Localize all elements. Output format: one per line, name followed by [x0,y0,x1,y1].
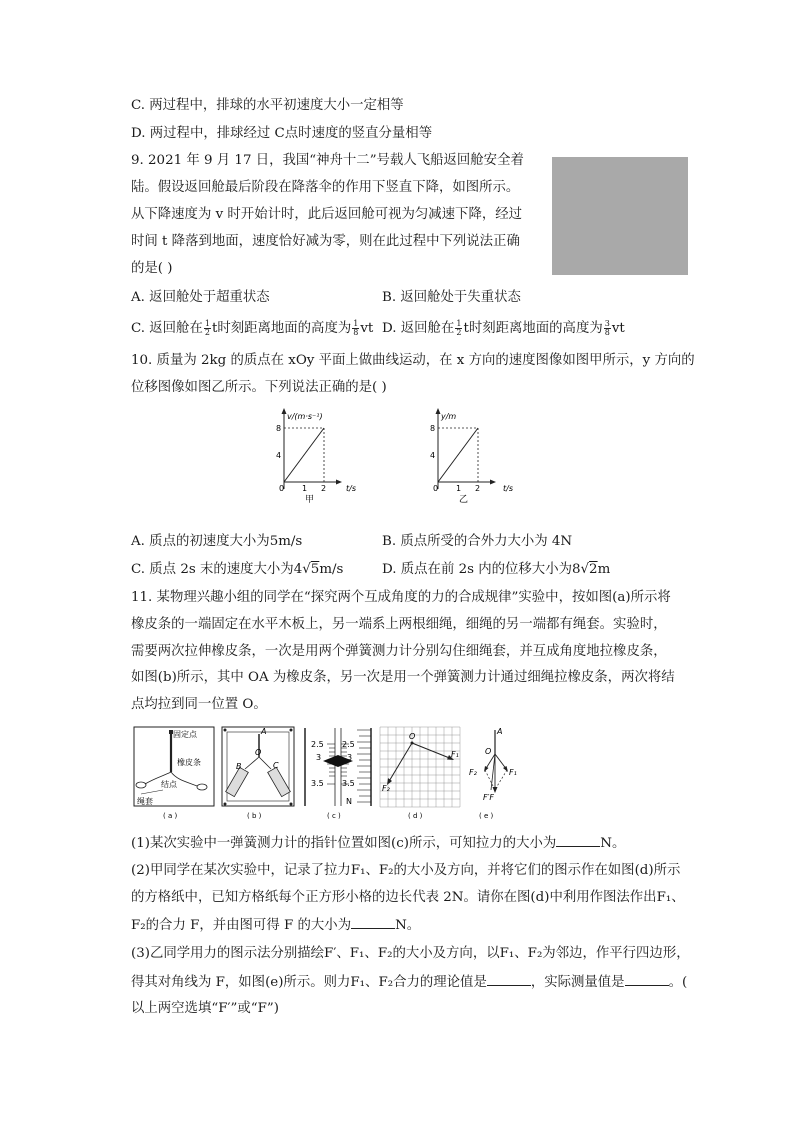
fig-b-B: B [236,762,242,771]
graph-jia-caption: 甲 [305,495,315,505]
graph-yi-x0: 0 [433,484,439,493]
q11-p2-blank[interactable] [351,915,395,929]
q9-line-1: 9. 2021 年 9 月 17 日，我国“神舟十二”号载人飞船返回舱安全着 [131,153,524,168]
fig-d-F2: F₂ [382,784,390,793]
graph-jia-y8: 8 [276,424,282,433]
fig-b-A: A [261,727,267,736]
fig-c-tick-3r: 3.5 [342,779,355,788]
q11-line-1: 11. 某物理兴趣小组的同学在“探究两个互成角度的力的合成规律”实验中，按如图(a)所示将 [131,590,671,605]
graph-yi-ylabel: y/m [441,412,457,421]
fig-e-F2: F₂ [469,768,477,777]
graph-jia [262,405,362,505]
fig-b-O: O [255,748,262,757]
figure-a [133,724,217,824]
q10-option-d [382,560,610,580]
q11-line-4: 如图(b)所示，其中 OA 为橡皮条，另一次是用一个弹簧测力计通过细绳拉橡皮条，两次将结 [131,670,675,685]
q8-option-c: C. 两过程中，排球的水平初速度大小一定相等 [131,98,404,113]
q11-p1-text: (1)某次实验中一弹簧测力计的指针位置如图(c)所示，可知拉力的大小为 [131,836,557,851]
q11-part-2-line-1: (2)甲同学在某次实验中，记录了拉力F₁、F₂的大小及方向，并将它们的图示作在如图(d)所示 [131,863,681,878]
q11-p3-text-3: 。( [668,975,688,990]
q11-line-2: 橡皮条的一端固定在水平木板上，另一端系上两根细绳，细绳的另一端都有绳套。实验时， [131,617,667,632]
graph-jia-y4: 4 [276,451,282,460]
fraction-half-d: $\frac{1}{2}$ [456,319,462,337]
fraction-c: $\frac{1}{8}$ [353,319,359,337]
graph-yi-y4: 4 [430,451,436,460]
sqrt-icon: √ [580,562,590,577]
q10-d-unit: m [597,562,611,577]
fig-e-F1: F₁ [509,768,517,777]
q11-part-2-line-2: 的方格纸中，已知方格纸每个正方形小格的边长代表 2N。请你在图(d)中利用作图法作出F₁、 [131,890,685,905]
sqrt-icon: √ [302,562,311,577]
figure-b [221,724,297,824]
fig-c-unit: N [346,797,352,806]
graph-jia-x1: 1 [302,484,308,493]
q8-option-d: D. 两过程中，排球经过 C点时速度的竖直分量相等 [131,126,433,141]
q9-d-text: D. 返回舱在 [382,321,455,336]
q9-option-c [131,319,373,339]
fig-c-caption: ( c ) [327,812,341,820]
q9-line-2: 陆。假设返回舱最后阶段在降落伞的作用下竖直下降，如图所示。 [131,180,520,195]
q11-part-3-line-3: 以上两空选填“F′”或“F”) [131,1001,279,1016]
q11-line-5: 点均拉到同一位置 O。 [131,697,267,712]
fig-e-O: O [485,747,492,756]
fig-c-tick-3: 3.5 [311,779,324,788]
q11-part-3-line-2 [131,972,687,993]
q9-d-text-3: vt [611,321,625,336]
q9-d-text-2: t时刻距离地面的高度为 [463,321,603,336]
graph-jia-xlabel: t/s [346,484,356,493]
capsule-photo [552,157,688,275]
q9-line-5: 的是( ) [131,261,173,276]
fig-e-FF: F′F [483,793,495,802]
q11-p3-text-2: ，实际测量值是 [530,975,625,990]
fig-c-tick-2: 3 [316,753,322,762]
q9-c-text: C. 返回舱在 [131,321,203,336]
figure-e [463,724,525,824]
q9-option-d [382,319,625,339]
q9-option-b: B. 返回舱处于失重状态 [382,290,521,305]
q9-line-4: 时间 t 降落到地面，速度恰好减为零，则在此过程中下列说法正确 [131,234,520,249]
q11-line-3: 需要两次拉伸橡皮条，一次是用两个弹簧测力计分别勾住细绳套，并互成角度地拉橡皮条， [131,644,667,659]
fig-d-F1: F₁ [451,750,459,759]
q10-line-1: 10. 质量为 2kg 的质点在 xOy 平面上做曲线运动，在 x 方向的速度图像如图甲所示，y 方向的 [131,353,695,368]
q10-c-unit: m/s [319,562,344,577]
q11-p3-text: 得其对角线为 F，如图(e)所示。则力F₁、F₂合力的理论值是 [131,975,487,990]
q10-line-2: 位移图像如图乙所示。下列说法正确的是( ) [131,380,387,395]
fig-e-A: A [497,727,503,736]
fraction-half: $\frac{1}{2}$ [204,319,210,337]
fig-a-rubber-label: 橡皮条 [177,758,201,767]
q11-part-1 [131,833,625,854]
fig-a-fixed-label: 固定点 [173,730,197,739]
q9-line-3: 从下降速度为 v 时开始计时，此后返回舱可视为匀减速下降，经过 [131,207,523,222]
fig-a-caption: ( a ) [163,812,178,820]
q11-p2-text: F₂的合力 F，并由图可得 F 的大小为 [131,918,352,933]
figure-c [301,724,375,824]
q10-option-b: B. 质点所受的合外力大小为 4N [382,534,573,549]
fig-b-caption: ( b ) [247,812,262,820]
graph-yi-x2: 2 [475,484,481,493]
fraction-d: $\frac{3}{8}$ [604,319,610,337]
graph-jia-ylabel: v/(m·s⁻¹) [287,412,323,421]
graph-yi-x1: 1 [456,484,462,493]
fig-a-knot-label: 结点 [161,780,177,789]
graph-yi-caption: 乙 [459,495,469,505]
fig-d-caption: ( d ) [408,812,423,820]
q10-d-text: D. 质点在前 2s 内的位移大小为8 [382,562,581,577]
q11-p3-blank-2[interactable] [625,972,669,986]
graph-yi-y8: 8 [430,424,436,433]
q11-p3-blank-1[interactable] [487,972,531,986]
fig-d-O: O [409,732,416,741]
q9-c-text-3: vt [360,321,374,336]
q11-p1-blank[interactable] [556,833,600,847]
fig-c-tick-1: 2.5 [311,740,324,749]
q11-p1-unit: N。 [600,836,626,851]
fig-c-tick-2r: 3 [347,753,353,762]
q10-c-radicand: 5 [310,562,320,577]
q10-option-c [131,560,343,580]
graph-jia-x0: 0 [279,484,285,493]
q10-d-radicand: 2 [589,562,598,577]
q9-c-text-2: t时刻距离地面的高度为 [211,321,352,336]
q9-option-a: A. 返回舱处于超重状态 [131,290,270,305]
figure-d [378,724,462,824]
fig-e-caption: ( e ) [479,812,494,820]
q11-part-3-line-1: (3)乙同学用力的图示法分别描绘F′、F₁、F₂的大小及方向，以F₁、F₂为邻边，作平行四边形， [131,946,690,961]
fig-a-loop-label: 绳套 [137,797,153,806]
q10-c-text: C. 质点 2s 末的速度大小为4 [131,562,303,577]
graph-yi [416,405,520,505]
q11-p2-unit: N。 [395,918,421,933]
q11-part-2-line-3 [131,915,420,936]
graph-yi-xlabel: t/s [503,484,513,493]
fig-b-C: C [273,761,279,770]
graph-jia-x2: 2 [321,484,327,493]
fig-c-tick-1r: 2.5 [342,740,355,749]
q10-option-a: A. 质点的初速度大小为5m/s [131,534,303,549]
